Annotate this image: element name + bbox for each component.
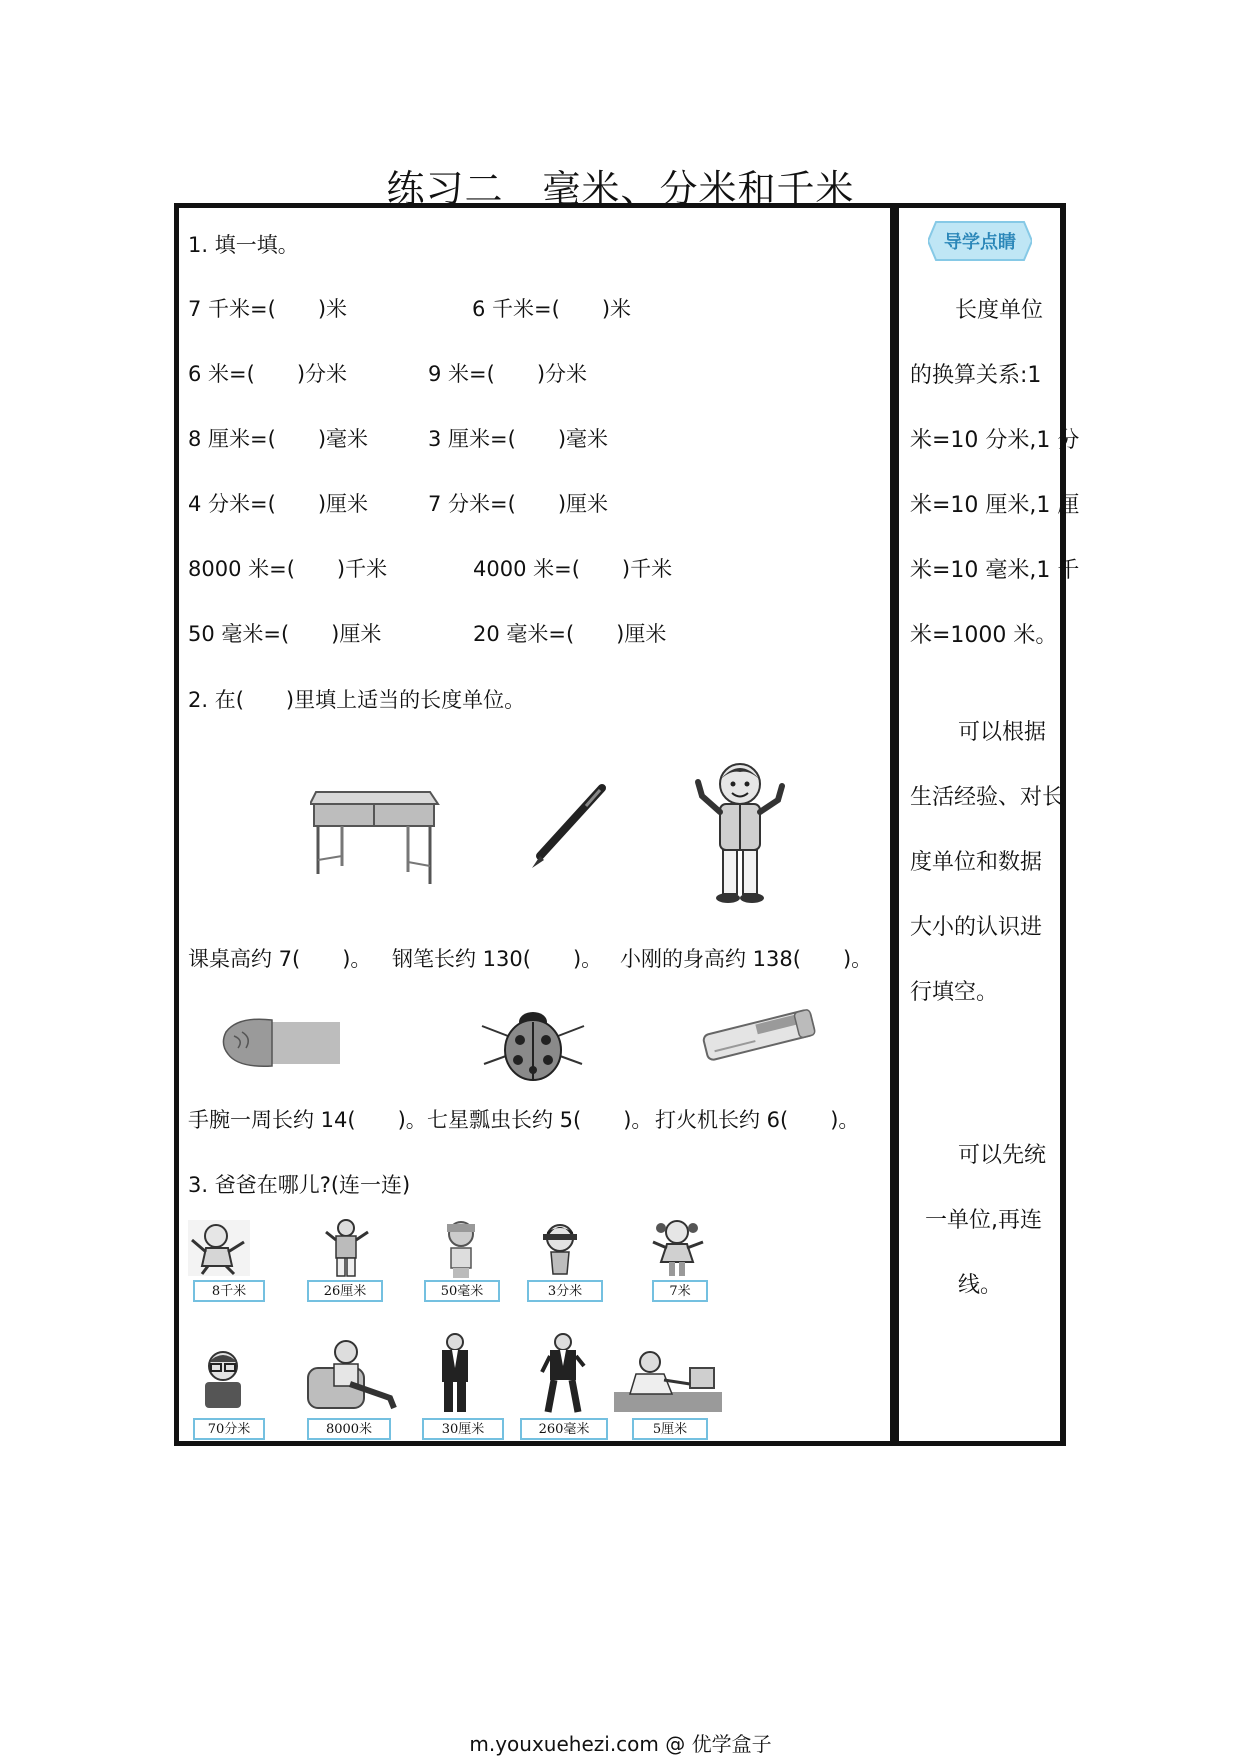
q2-item-desk: 课桌高约 7( )。 [188, 947, 372, 971]
q1-item: 7 千米=( )米 [188, 297, 348, 321]
tip-line: 长度单位 [955, 298, 1044, 323]
q1-item: 6 千米=( )米 [472, 297, 632, 321]
tip-line: 米=1000 米。 [910, 623, 1058, 648]
fist-image [218, 1014, 340, 1072]
ladybug-image [478, 1006, 588, 1084]
unit-tag: 30厘米 [422, 1418, 504, 1440]
businessman-figure [540, 1332, 586, 1414]
q3-heading: 3. 爸爸在哪儿?(连一连) [188, 1173, 411, 1197]
tip-line: 的换算关系:1 [910, 363, 1042, 388]
unit-tag: 260毫米 [520, 1418, 608, 1440]
q2-item-lighter: 打火机长约 6( )。 [655, 1108, 860, 1132]
q2-item-pen: 钢笔长约 130( )。 [392, 947, 603, 971]
guide-badge-label: 导学点睛 [944, 232, 1016, 253]
cartoon-figure [188, 1220, 250, 1276]
unit-tag: 70分米 [193, 1418, 265, 1440]
tip-line: 米=10 毫米,1 千 [910, 558, 1080, 583]
tip-line: 米=10 厘米,1 厘 [910, 493, 1080, 518]
q1-item: 8000 米=( )千米 [188, 557, 388, 581]
column-divider [890, 203, 899, 1446]
q1-item: 6 米=( )分米 [188, 362, 348, 386]
sofa-man-figure [306, 1338, 398, 1414]
tip-line: 行填空。 [910, 980, 999, 1005]
office-man-figure [614, 1348, 722, 1414]
boy-figure [322, 1218, 372, 1280]
q1-heading: 1. 填一填。 [188, 233, 299, 257]
unit-tag: 3分米 [527, 1280, 603, 1302]
unit-tag: 8千米 [193, 1280, 265, 1302]
q1-item: 8 厘米=( )毫米 [188, 427, 369, 451]
desk-image [310, 782, 440, 887]
boy-image [692, 760, 790, 905]
q1-item: 4000 米=( )千米 [473, 557, 673, 581]
q2-item-wrist: 手腕一周长约 14( )。 [188, 1108, 427, 1132]
glasses-man-figure [195, 1348, 251, 1414]
unit-tag: 8000米 [307, 1418, 391, 1440]
tip-line: 线。 [958, 1273, 1003, 1298]
q2-item-height: 小刚的身高约 138( )。 [620, 947, 873, 971]
tip-line: 米=10 分米,1 分 [910, 428, 1080, 453]
footer-watermark: m.youxuehezi.com @ 优学盒子 [469, 1732, 772, 1756]
tip-line: 生活经验、对长 [910, 785, 1065, 810]
tip-line: 可以根据 [958, 720, 1047, 745]
pen-image [526, 782, 608, 872]
tip-line: 一单位,再连 [925, 1208, 1042, 1233]
q2-item-ladybug: 七星瓢虫长约 5( )。 [427, 1108, 653, 1132]
child-figure [437, 1218, 487, 1280]
tip-line: 大小的认识进 [910, 915, 1043, 940]
q1-item: 20 毫米=( )厘米 [473, 622, 667, 646]
unit-tag: 26厘米 [307, 1280, 383, 1302]
guide-badge [928, 220, 1032, 262]
worksheet-frame [174, 203, 1066, 1446]
unit-tag: 50毫米 [424, 1280, 500, 1302]
girl-figure [535, 1220, 585, 1280]
lighter-image [698, 1006, 820, 1064]
tip-line: 可以先统 [958, 1143, 1047, 1168]
tip-line: 度单位和数据 [910, 850, 1043, 875]
q2-heading: 2. 在( )里填上适当的长度单位。 [188, 688, 526, 712]
q1-item: 7 分米=( )厘米 [428, 492, 609, 516]
suit-man-figure [432, 1332, 478, 1414]
q1-item: 50 毫米=( )厘米 [188, 622, 382, 646]
unit-tag: 5厘米 [632, 1418, 708, 1440]
pigtail-girl-figure [645, 1216, 709, 1280]
q1-item: 3 厘米=( )毫米 [428, 427, 609, 451]
page-title: 练习二 毫米、分米和千米 [386, 167, 855, 211]
unit-tag: 7米 [652, 1280, 708, 1302]
q1-item: 4 分米=( )厘米 [188, 492, 369, 516]
q1-item: 9 米=( )分米 [428, 362, 588, 386]
